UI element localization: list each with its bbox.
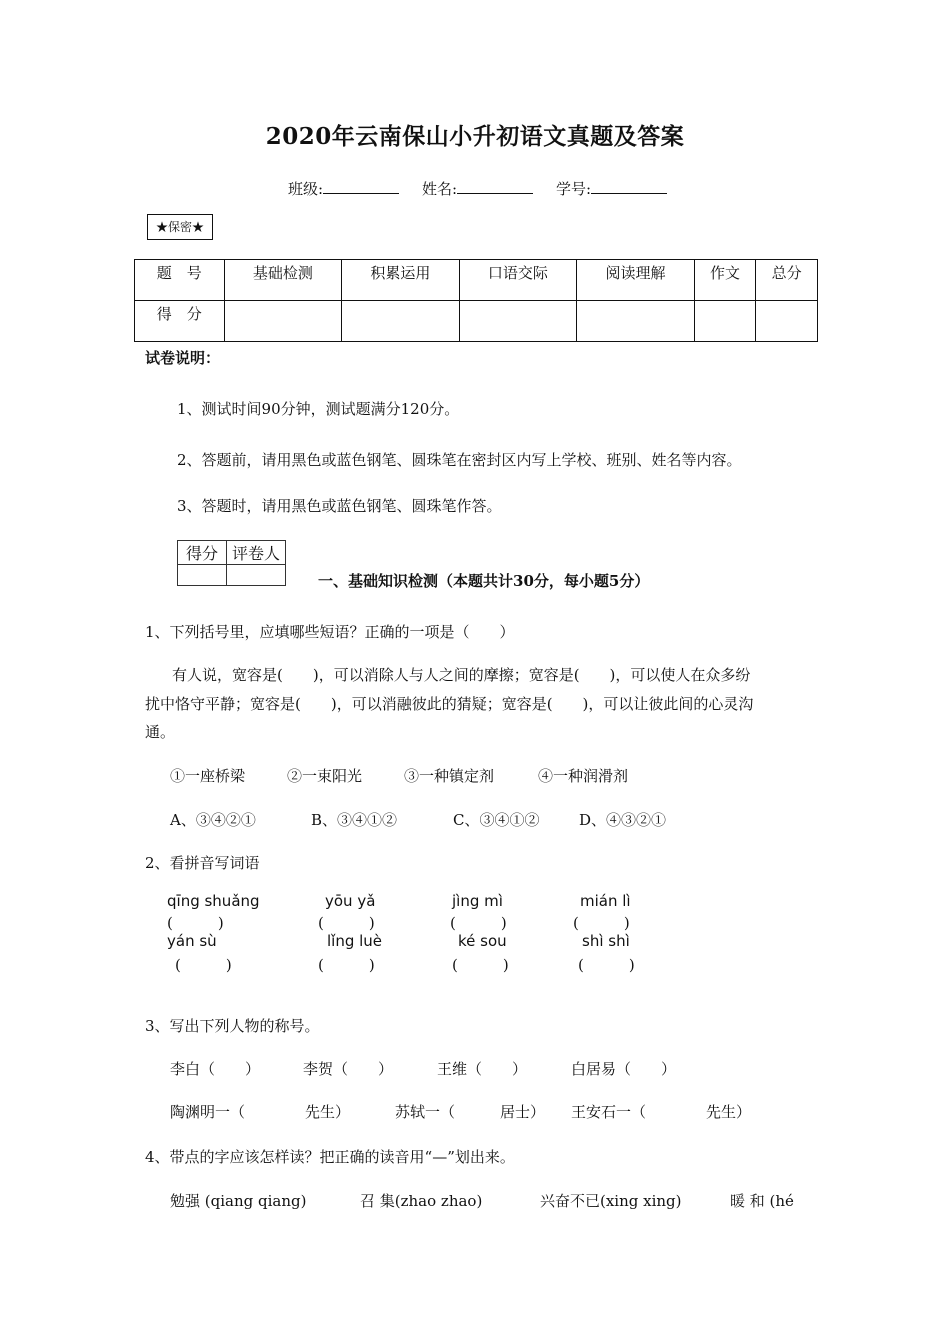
class-field[interactable] — [288, 178, 399, 199]
pinyin: qīng shuǎng — [167, 892, 260, 910]
answer-blank[interactable]: ( ) — [573, 914, 630, 932]
pinyin: shì shì — [582, 932, 630, 950]
reading-item[interactable]: 勉强 (qiang qiang) — [170, 1192, 307, 1210]
score-header-cell: 作文 — [694, 260, 756, 301]
phrase-option: ①一座桥梁 — [170, 767, 246, 785]
note-item: 1、测试时间90分钟，测试题满分120分。 — [177, 400, 460, 418]
question-paragraph: 通。 — [145, 723, 176, 741]
question-stem: 2、看拼音写词语 — [145, 854, 260, 872]
class-blank[interactable] — [323, 179, 399, 194]
pinyin: yōu yǎ — [325, 892, 376, 910]
question-paragraph: 有人说，宽容是( )，可以消除人与人之间的摩擦；宽容是( )，可以使人在众多纷 — [172, 666, 751, 684]
question-paragraph: 扰中恪守平静；宽容是( )，可以消融彼此的猜疑；宽容是( )，可以让彼此间的心灵沟 — [145, 695, 754, 713]
name-field[interactable] — [422, 178, 533, 199]
grader-score-cell[interactable] — [178, 565, 227, 586]
score-header-cell: 阅读理解 — [577, 260, 695, 301]
score-header-cell: 题 号 — [135, 260, 225, 301]
name-label: 姓名: — [422, 180, 458, 198]
pinyin: yán sù — [167, 932, 217, 950]
answer-blank[interactable]: ( ) — [318, 914, 375, 932]
reading-item[interactable]: 兴奋不已(xing xing) — [540, 1192, 682, 1210]
question-stem: 3、写出下列人物的称号。 — [145, 1017, 320, 1035]
id-label: 学号: — [556, 180, 592, 198]
score-table — [134, 259, 818, 342]
answer-choice[interactable]: A、③④②① — [170, 811, 256, 829]
notes-heading: 试卷说明： — [145, 349, 221, 367]
pinyin: lǐng luè — [327, 932, 383, 950]
answer-blank[interactable]: ( ) — [167, 914, 224, 932]
answer-blank[interactable]: ( ) — [450, 914, 507, 932]
answer-choice[interactable]: C、③④①② — [453, 811, 540, 829]
score-cell[interactable] — [342, 301, 460, 342]
title-item[interactable]: 苏轼一（ 居士） — [395, 1103, 546, 1121]
pinyin: mián lì — [580, 892, 631, 910]
score-header-cell: 口语交际 — [459, 260, 577, 301]
phrase-option: ②一束阳光 — [287, 767, 363, 785]
title-item[interactable]: 白居易（ ） — [571, 1060, 677, 1078]
answer-blank[interactable]: ( ) — [578, 956, 635, 974]
question-stem: 1、下列括号里，应填哪些短语？正确的一项是（ ） — [145, 623, 515, 641]
answer-blank[interactable]: ( ) — [452, 956, 509, 974]
section-title: 一、基础知识检测（本题共计30分，每小题5分） — [318, 572, 650, 590]
note-item: 2、答题前，请用黑色或蓝色钢笔、圆珠笔在密封区内写上学校、班别、姓名等内容。 — [177, 451, 742, 469]
pinyin: ké sou — [458, 932, 507, 950]
score-table-row — [135, 301, 818, 342]
score-cell[interactable] — [756, 301, 818, 342]
phrase-option: ④一种润滑剂 — [538, 767, 629, 785]
answer-choice[interactable]: B、③④①② — [311, 811, 398, 829]
score-cell[interactable] — [459, 301, 577, 342]
answer-blank[interactable]: ( ) — [318, 956, 375, 974]
class-label: 班级: — [288, 180, 324, 198]
pinyin: jìng mì — [452, 892, 503, 910]
grader-score-label: 得分 — [178, 541, 227, 565]
title-item[interactable]: 王安石一（ 先生） — [571, 1103, 752, 1121]
reading-item[interactable]: 暖 和 (hé — [730, 1192, 794, 1210]
score-header-cell: 总分 — [756, 260, 818, 301]
score-header-cell: 基础检测 — [224, 260, 342, 301]
note-item: 3、答题时，请用黑色或蓝色钢笔、圆珠笔作答。 — [177, 497, 502, 515]
title-item[interactable]: 陶渊明一（ 先生） — [170, 1103, 351, 1121]
score-header-cell: 积累运用 — [342, 260, 460, 301]
phrase-option: ③一种镇定剂 — [404, 767, 495, 785]
answer-choice[interactable]: D、④③②① — [579, 811, 667, 829]
score-table-header — [135, 260, 818, 301]
title-item[interactable]: 王维（ ） — [437, 1060, 528, 1078]
id-field[interactable] — [556, 178, 667, 199]
secret-badge: ★保密★ — [147, 214, 213, 240]
title-item[interactable]: 李贺（ ） — [303, 1060, 394, 1078]
score-cell[interactable] — [694, 301, 756, 342]
reading-item[interactable]: 召 集(zhao zhao) — [360, 1192, 483, 1210]
name-blank[interactable] — [457, 179, 533, 194]
answer-blank[interactable]: ( ) — [175, 956, 232, 974]
grader-name-label: 评卷人 — [227, 541, 286, 565]
question-stem: 4、带点的字应该怎样读？把正确的读音用“—”划出来。 — [145, 1148, 515, 1166]
score-row-label: 得 分 — [135, 301, 225, 342]
grader-box — [177, 540, 286, 586]
id-blank[interactable] — [591, 179, 667, 194]
page-title: 2020年云南保山小升初语文真题及答案 — [265, 123, 685, 150]
grader-name-cell[interactable] — [227, 565, 286, 586]
score-cell[interactable] — [577, 301, 695, 342]
score-cell[interactable] — [224, 301, 342, 342]
title-item[interactable]: 李白（ ） — [170, 1060, 261, 1078]
